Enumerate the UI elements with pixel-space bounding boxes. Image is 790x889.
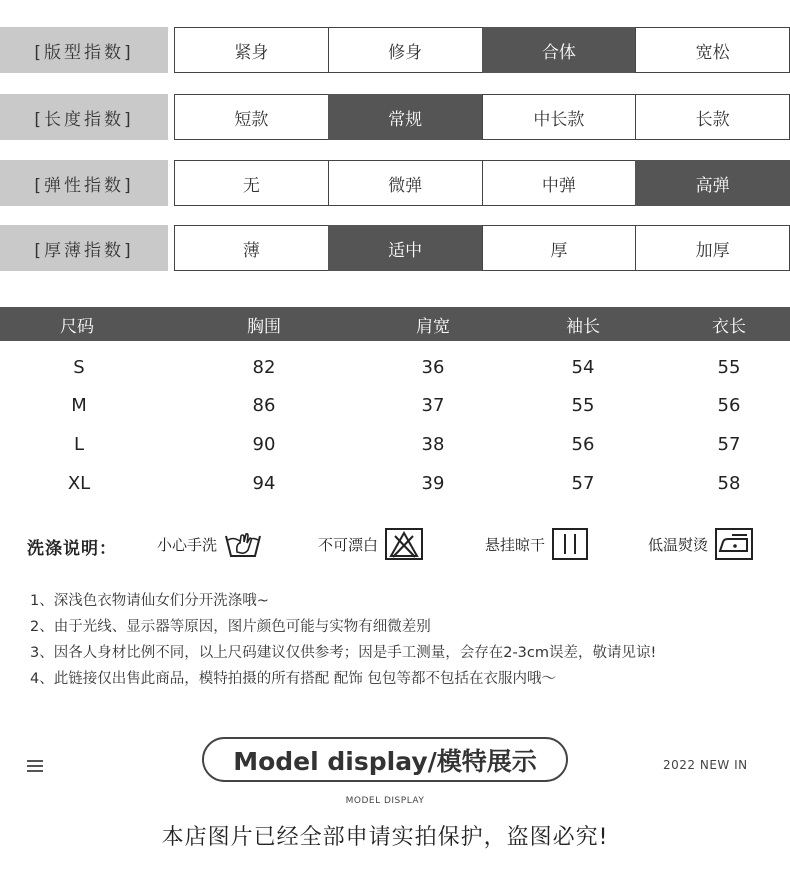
- index-label: [长度指数]: [0, 94, 168, 140]
- cell-chest: 90: [252, 434, 276, 455]
- cell-sleeve: 56: [571, 434, 595, 455]
- index-option: 短款: [174, 94, 329, 140]
- cell-chest: 94: [252, 473, 276, 494]
- index-label: [版型指数]: [0, 27, 168, 73]
- wash-item-low-iron: [648, 526, 754, 562]
- index-option: 厚: [482, 225, 637, 271]
- cell-size: XL: [67, 473, 91, 494]
- wash-instructions: [0, 524, 790, 564]
- cell-shoulder: 37: [421, 395, 445, 416]
- header-length: 衣长: [712, 316, 746, 337]
- cell-size: L: [73, 434, 85, 455]
- cell-chest: 86: [252, 395, 276, 416]
- wash-item-hand-wash: [157, 526, 263, 562]
- wash-label: 低温熨烫: [648, 535, 709, 554]
- cell-chest: 82: [252, 357, 276, 378]
- index-option: 无: [174, 160, 329, 206]
- index-option: 宽松: [635, 27, 790, 73]
- table-row: [0, 430, 790, 462]
- wash-item-no-bleach: [318, 526, 424, 562]
- index-option-selected: 常规: [328, 94, 483, 140]
- note-item: 2、由于光线、显示器等原因，图片颜色可能与实物有细微差别: [30, 619, 431, 635]
- index-option-selected: 合体: [482, 27, 637, 73]
- cell-length: 58: [717, 473, 741, 494]
- index-option: 薄: [174, 225, 329, 271]
- cell-sleeve: 55: [571, 395, 595, 416]
- cell-shoulder: 36: [421, 357, 445, 378]
- cell-length: 56: [717, 395, 741, 416]
- elasticity-index-row: [0, 160, 790, 206]
- cell-length: 55: [717, 357, 741, 378]
- index-label: [厚薄指数]: [0, 225, 168, 271]
- copyright-notice: 本店图片已经全部申请实拍保护，盗图必究!: [161, 825, 609, 850]
- new-in-label: 2022 NEW IN: [663, 758, 748, 772]
- model-display-subtitle: MODEL DISPLAY: [345, 796, 425, 806]
- note-item: 4、此链接仅出售此商品，模特拍摄的所有搭配 配饰 包包等都不包括在衣服内哦～: [30, 671, 556, 687]
- wash-label: 悬挂晾干: [485, 535, 546, 554]
- wash-label: 小心手洗: [157, 535, 218, 554]
- low-iron-icon: [714, 527, 754, 561]
- cell-sleeve: 57: [571, 473, 595, 494]
- model-display-title: Model display/模特展示: [202, 737, 568, 782]
- index-option: 紧身: [174, 27, 329, 73]
- index-option: 长款: [635, 94, 790, 140]
- table-row: [0, 353, 790, 385]
- index-option-selected: 高弹: [635, 160, 790, 206]
- cell-size: S: [73, 357, 85, 378]
- note-item: 3、因各人身材比例不同，以上尺码建议仅供参考；因是手工测量，会存在2-3cm误差，敬请见谅!: [30, 645, 657, 661]
- header-shoulder: 肩宽: [416, 316, 450, 337]
- index-option: 中长款: [482, 94, 637, 140]
- length-index-row: [0, 94, 790, 140]
- wash-label: 不可漂白: [318, 535, 379, 554]
- wash-item-hang-dry: [485, 526, 589, 562]
- table-row: [0, 469, 790, 501]
- header-sleeve: 袖长: [566, 316, 600, 337]
- hand-wash-icon: [223, 528, 263, 560]
- index-label: [弹性指数]: [0, 160, 168, 206]
- index-option-selected: 适中: [328, 225, 483, 271]
- cell-shoulder: 39: [421, 473, 445, 494]
- hang-dry-icon: [551, 527, 589, 561]
- cell-sleeve: 54: [571, 357, 595, 378]
- cell-shoulder: 38: [421, 434, 445, 455]
- no-bleach-icon: [384, 527, 424, 561]
- size-table-header: [0, 307, 790, 341]
- note-item: 1、深浅色衣物请仙女们分开洗涤哦~: [30, 593, 269, 609]
- fit-index-row: [0, 27, 790, 73]
- table-row: [0, 391, 790, 423]
- header-chest: 胸围: [247, 316, 281, 337]
- cell-length: 57: [717, 434, 741, 455]
- cell-size: M: [71, 395, 87, 416]
- menu-icon: [27, 760, 43, 772]
- wash-title: 洗涤说明：: [27, 539, 117, 559]
- index-option: 加厚: [635, 225, 790, 271]
- index-option: 修身: [328, 27, 483, 73]
- notes-list: [30, 588, 770, 692]
- header-size: 尺码: [60, 316, 94, 337]
- index-option: 中弹: [482, 160, 637, 206]
- index-option: 微弹: [328, 160, 483, 206]
- thickness-index-row: [0, 225, 790, 271]
